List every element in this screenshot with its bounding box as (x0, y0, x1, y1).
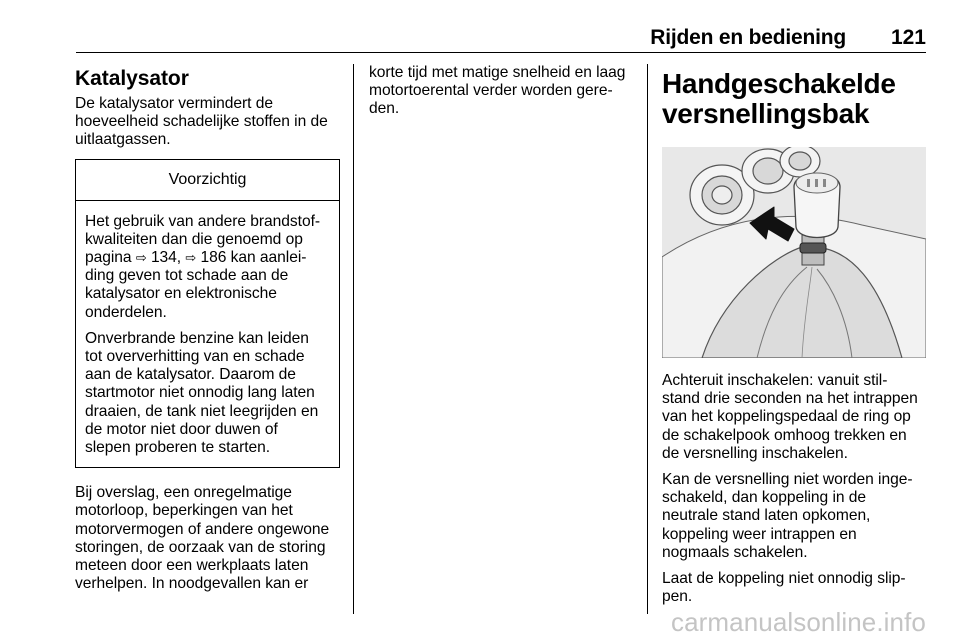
text-line: Bij overslag, een onregelmatige (75, 484, 292, 502)
text-line: hoeveelheid schadelijke stoffen in de (75, 113, 328, 131)
text-line: tot oververhitting van en schade (85, 348, 305, 366)
text-line: kwaliteiten dan die genoemd op (85, 230, 303, 248)
text-line: aan de katalysator. Daarom de (85, 366, 296, 384)
text-line: meteen door een werkplaats laten (75, 557, 309, 575)
text-line: onderdelen. (85, 303, 167, 321)
page-header (76, 28, 926, 53)
gear-shift-illustration (662, 147, 926, 358)
body-paragraph (75, 484, 340, 593)
column-right (662, 64, 926, 606)
text-line: nogmaals schakelen. (662, 543, 808, 561)
text-line: stand drie seconden na het intrappen (662, 390, 918, 408)
caution-paragraph-2 (85, 330, 331, 457)
watermark: carmanualsonline.info (670, 607, 926, 637)
text-line: de schakelpook omhoog trekken en (662, 426, 907, 444)
text-line: uitlaatgassen. (75, 131, 171, 149)
text-line: Achteruit inschakelen: vanuit stil- (662, 372, 888, 389)
body-paragraph (369, 64, 635, 119)
text-line: den. (369, 100, 400, 118)
text-line: katalysator en elektronische (85, 285, 277, 303)
caution-body (76, 201, 339, 468)
text-line: pen. (662, 588, 693, 606)
body-paragraph (662, 570, 926, 606)
text-line: Onverbrande benzine kan leiden (85, 329, 309, 347)
text-line: De katalysator vermindert de (75, 95, 273, 112)
text-line: startmotor niet onnodig lang laten (85, 384, 315, 402)
page-reference-link[interactable]: 134, (146, 249, 186, 267)
text-line: Laat de koppeling niet onnodig slip- (662, 570, 906, 588)
caution-box (75, 159, 340, 469)
text-line: Kan de versnelling niet worden inge- (662, 471, 913, 489)
heading-katalysator: Katalysator (75, 67, 189, 90)
text-line: verhelpen. In noodgevallen kan er (75, 575, 309, 593)
caution-paragraph-1 (85, 213, 331, 322)
page-reference-icon: ⇨ (135, 250, 147, 266)
heading-line: Handgeschakelde (662, 68, 896, 99)
page-reference-link[interactable]: 186 kan aanlei- (196, 249, 307, 267)
text-fragment: pagina (85, 249, 136, 267)
intro-paragraph (75, 95, 340, 150)
text-line: motorvermogen of andere ongewone (75, 520, 330, 538)
text-line: Het gebruik van andere brandstof- (85, 212, 320, 230)
column-divider (647, 64, 648, 614)
text-line: neutrale stand laten opkomen, (662, 507, 871, 525)
text-line: storingen, de oorzaak van de storing (75, 538, 326, 556)
text-line: koppeling weer intrappen en (662, 525, 857, 543)
text-line: van het koppelingspedaal de ring op (662, 408, 911, 426)
heading-handgeschakelde-versnellingsbak (662, 69, 926, 129)
body-paragraph (662, 471, 926, 562)
caution-title: Voorzichtig (76, 160, 339, 201)
column-left (75, 64, 340, 593)
page-reference-icon: ⇨ (185, 250, 197, 266)
text-line: schakeld, dan koppeling in de (662, 489, 867, 507)
heading-line: versnellingsbak (662, 98, 870, 129)
gear-shift-drawing (662, 147, 926, 358)
text-line: de versnelling inschakelen. (662, 444, 848, 462)
section-title: Rijden en bediening (650, 26, 846, 49)
text-line: slepen proberen te starten. (85, 439, 271, 457)
column-middle (369, 64, 635, 119)
text-line: draaien, de tank niet leegrijden en (85, 402, 319, 420)
text-line: motortoerental verder worden gere- (369, 82, 613, 100)
text-line: ding geven tot schade aan de (85, 267, 289, 285)
page-number: 121 (890, 26, 926, 49)
body-paragraph (662, 372, 926, 463)
text-line: korte tijd met matige snelheid en laag (369, 64, 626, 81)
text-line: motorloop, beperkingen van het (75, 502, 293, 520)
column-divider (353, 64, 354, 614)
text-line: de motor niet door duwen of (85, 420, 278, 438)
